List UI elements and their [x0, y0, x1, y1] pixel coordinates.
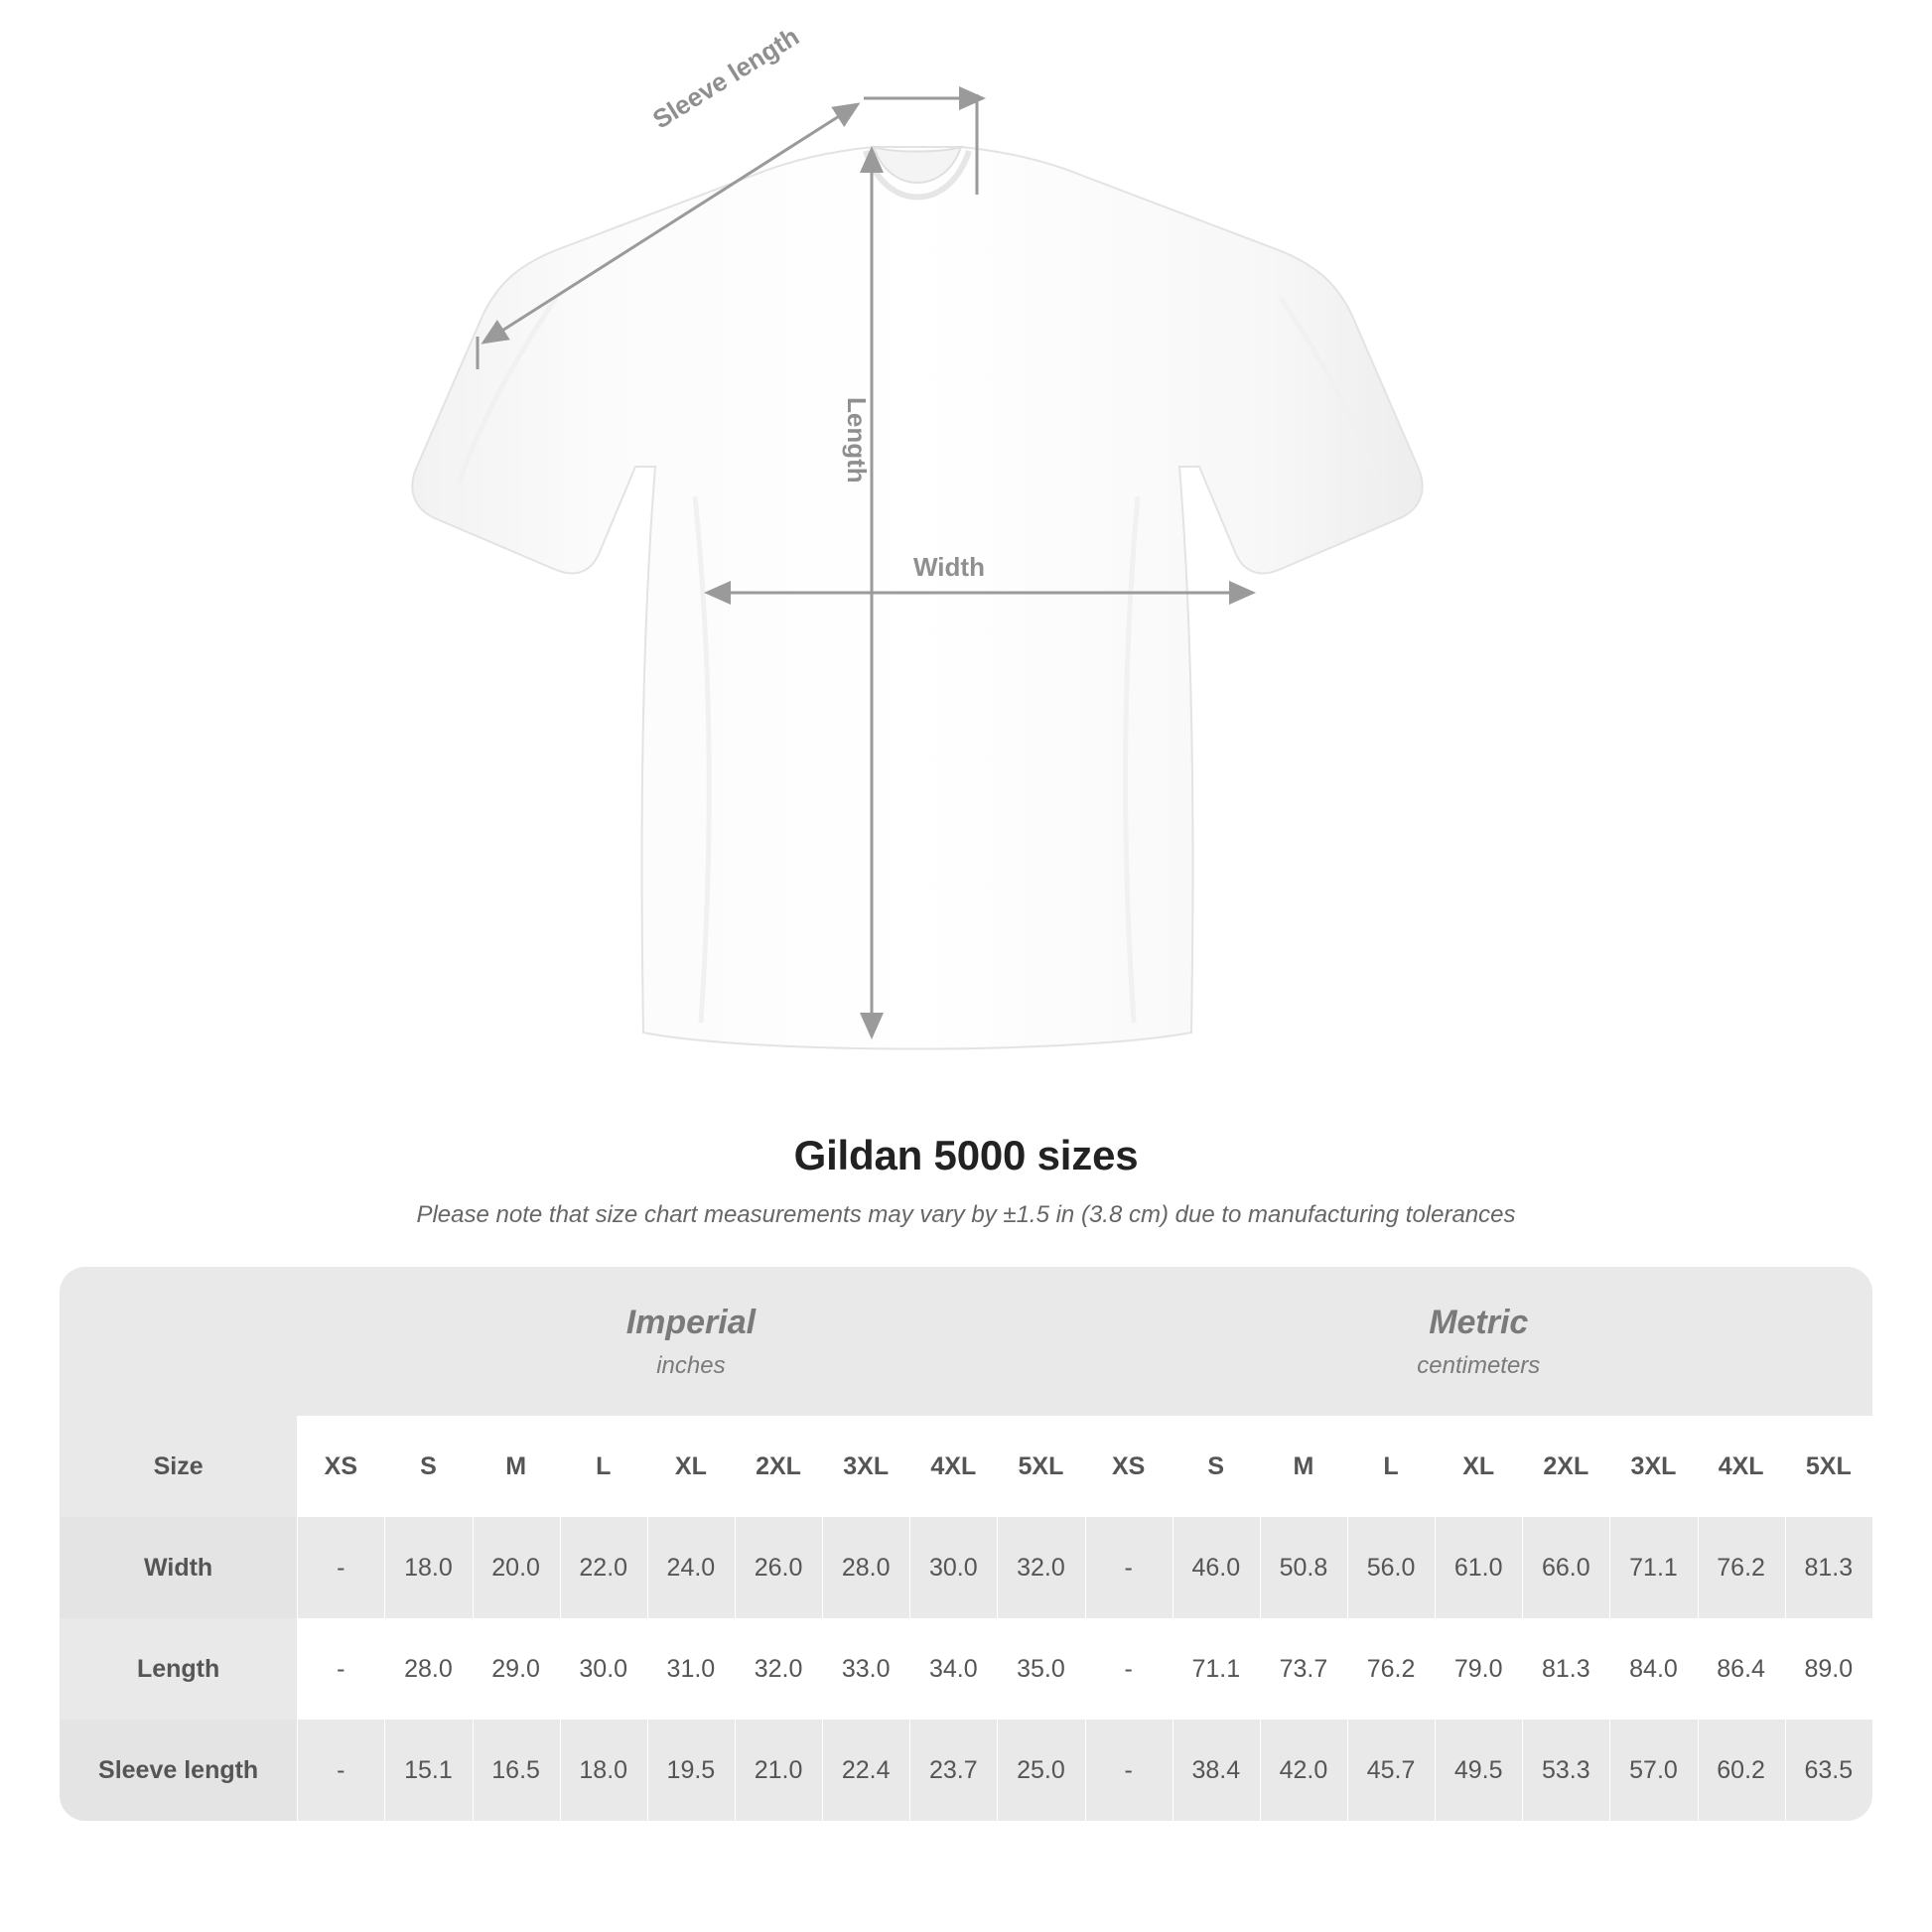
cell-width: 24.0 — [647, 1517, 735, 1618]
row-label-length: Length — [60, 1618, 297, 1720]
row-label-sleeve-length: Sleeve length — [60, 1720, 297, 1821]
size-header-cell: XL — [1435, 1416, 1522, 1517]
cell-length: 32.0 — [735, 1618, 822, 1720]
cell-width: 61.0 — [1435, 1517, 1522, 1618]
size-header-cell: S — [1173, 1416, 1260, 1517]
cell-sleeve: 63.5 — [1785, 1720, 1872, 1821]
cell-length: 33.0 — [822, 1618, 909, 1720]
row-label-width: Width — [60, 1517, 297, 1618]
unit-header-imperial — [297, 1267, 1084, 1416]
unit-sub-metric: centimeters — [1417, 1351, 1541, 1379]
cell-length: 30.0 — [560, 1618, 647, 1720]
cell-length: - — [297, 1618, 384, 1720]
size-header-cell: L — [1347, 1416, 1435, 1517]
cell-sleeve: 45.7 — [1347, 1720, 1435, 1821]
cell-width: 81.3 — [1785, 1517, 1872, 1618]
size-header-cell: 3XL — [1609, 1416, 1697, 1517]
cell-width: 32.0 — [997, 1517, 1084, 1618]
cell-length: - — [1085, 1618, 1173, 1720]
cell-length: 86.4 — [1698, 1618, 1785, 1720]
cell-width: 26.0 — [735, 1517, 822, 1618]
cell-length: 35.0 — [997, 1618, 1084, 1720]
table-row — [60, 1720, 1872, 1821]
cell-length: 84.0 — [1609, 1618, 1697, 1720]
cell-length: 81.3 — [1522, 1618, 1609, 1720]
size-header-cell: 3XL — [822, 1416, 909, 1517]
cell-width: 18.0 — [384, 1517, 472, 1618]
cell-sleeve: 38.4 — [1173, 1720, 1260, 1821]
width-label: Width — [913, 552, 985, 582]
unit-header-spacer — [60, 1267, 297, 1416]
size-header-cell: L — [560, 1416, 647, 1517]
size-header-cell: M — [473, 1416, 560, 1517]
size-header-row — [60, 1416, 1872, 1517]
table-row — [60, 1618, 1872, 1720]
page-title: Gildan 5000 sizes — [793, 1132, 1139, 1178]
table-row — [60, 1517, 1872, 1618]
cell-sleeve: 57.0 — [1609, 1720, 1697, 1821]
size-table-container — [60, 1267, 1872, 1821]
cell-sleeve: 60.2 — [1698, 1720, 1785, 1821]
size-header-cell: 4XL — [1698, 1416, 1785, 1517]
unit-sub-imperial: inches — [656, 1351, 726, 1379]
size-header-cell: 2XL — [1522, 1416, 1609, 1517]
cell-width: 30.0 — [909, 1517, 997, 1618]
chart-heading — [0, 1132, 1932, 1229]
cell-width: 56.0 — [1347, 1517, 1435, 1618]
unit-name-metric: Metric — [1429, 1303, 1529, 1341]
cell-length: 89.0 — [1785, 1618, 1872, 1720]
size-header-cell: XL — [647, 1416, 735, 1517]
cell-sleeve: 19.5 — [647, 1720, 735, 1821]
cell-width: - — [297, 1517, 384, 1618]
unit-name-imperial: Imperial — [625, 1303, 757, 1341]
cell-length: 31.0 — [647, 1618, 735, 1720]
cell-sleeve: - — [1085, 1720, 1173, 1821]
cell-width: 66.0 — [1522, 1517, 1609, 1618]
cell-width: 76.2 — [1698, 1517, 1785, 1618]
cell-width: 28.0 — [822, 1517, 909, 1618]
cell-length: 73.7 — [1260, 1618, 1347, 1720]
cell-length: 71.1 — [1173, 1618, 1260, 1720]
tshirt-shape — [412, 147, 1422, 1049]
cell-sleeve: 15.1 — [384, 1720, 472, 1821]
cell-width: 50.8 — [1260, 1517, 1347, 1618]
size-header-label: Size — [60, 1416, 297, 1517]
size-header-cell: 5XL — [997, 1416, 1084, 1517]
cell-length: 79.0 — [1435, 1618, 1522, 1720]
cell-width: - — [1085, 1517, 1173, 1618]
cell-sleeve: 49.5 — [1435, 1720, 1522, 1821]
cell-sleeve: 22.4 — [822, 1720, 909, 1821]
cell-sleeve: 25.0 — [997, 1720, 1084, 1821]
cell-width: 71.1 — [1609, 1517, 1697, 1618]
size-header-cell: S — [384, 1416, 472, 1517]
size-header-cell: XS — [1085, 1416, 1173, 1517]
size-header-cell: 4XL — [909, 1416, 997, 1517]
cell-sleeve: 18.0 — [560, 1720, 647, 1821]
unit-header-row — [60, 1267, 1872, 1416]
unit-header-metric — [1085, 1267, 1872, 1416]
cell-width: 22.0 — [560, 1517, 647, 1618]
cell-sleeve: 42.0 — [1260, 1720, 1347, 1821]
size-header-cell: M — [1260, 1416, 1347, 1517]
cell-sleeve: 16.5 — [473, 1720, 560, 1821]
cell-width: 20.0 — [473, 1517, 560, 1618]
cell-width: 46.0 — [1173, 1517, 1260, 1618]
cell-sleeve: 21.0 — [735, 1720, 822, 1821]
size-header-cell: 5XL — [1785, 1416, 1872, 1517]
sleeve-length-label: Sleeve length — [647, 21, 805, 135]
size-header-cell: 2XL — [735, 1416, 822, 1517]
cell-length: 76.2 — [1347, 1618, 1435, 1720]
cell-length: 29.0 — [473, 1618, 560, 1720]
cell-length: 28.0 — [384, 1618, 472, 1720]
cell-sleeve: 23.7 — [909, 1720, 997, 1821]
size-table — [60, 1267, 1872, 1821]
cell-sleeve: 53.3 — [1522, 1720, 1609, 1821]
size-header-cell: XS — [297, 1416, 384, 1517]
cell-sleeve: - — [297, 1720, 384, 1821]
length-label: Length — [842, 397, 872, 483]
cell-length: 34.0 — [909, 1618, 997, 1720]
tolerance-note: Please note that size chart measurements may vary by ±1.5 in (3.8 cm) due to manufacturing tolerances — [416, 1201, 1516, 1228]
